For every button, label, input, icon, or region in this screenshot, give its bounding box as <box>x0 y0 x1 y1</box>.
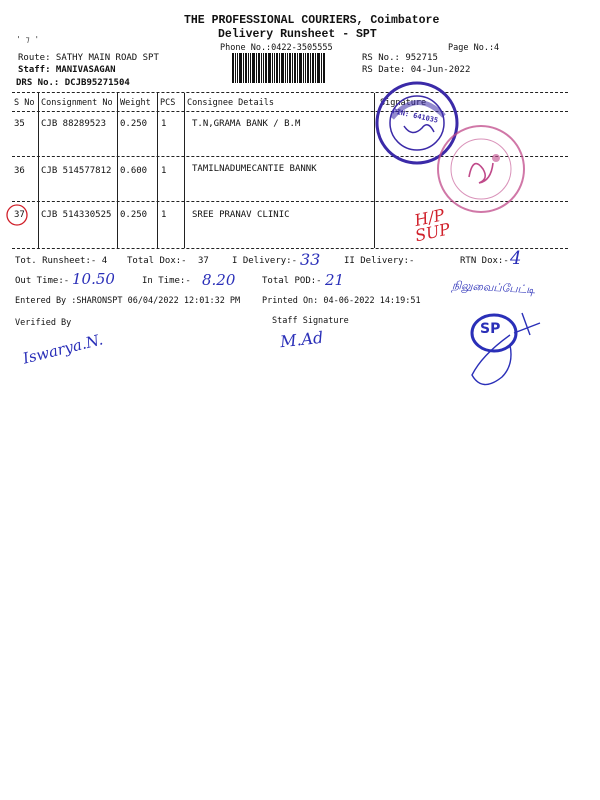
total-dox-label: Total Dox:- <box>127 256 187 266</box>
col-weight: Weight <box>120 98 151 108</box>
table-top-rule <box>12 92 568 93</box>
staff-name: Staff: MANIVASAGAN <box>18 65 116 75</box>
out-time-label: Out Time:- <box>15 276 70 286</box>
rs-number: RS No.: 952715 <box>362 53 438 63</box>
printed-on: Printed On: 04-06-2022 14:19:51 <box>262 296 421 306</box>
sp-stamp <box>452 305 562 395</box>
row-weight: 0.600 <box>120 166 148 176</box>
sp-stamp-text: SP <box>480 321 501 337</box>
row-weight: 0.250 <box>120 210 148 220</box>
row-consignment: CJB 514577812 <box>41 166 112 176</box>
tamil-note: நிலுவைப்பேட்டி <box>451 278 536 297</box>
staff-signature: M.Ad <box>279 327 325 352</box>
route: Route: SATHY MAIN ROAD SPT <box>18 53 159 63</box>
total-dox-value: 37 <box>198 256 209 266</box>
doc-title: Delivery Runsheet - SPT <box>218 28 377 41</box>
out-time-hand: 10.50 <box>72 270 115 288</box>
in-time-hand: 8.20 <box>202 271 236 289</box>
i-delivery-hand: 33 <box>300 250 321 269</box>
barcode <box>232 53 336 83</box>
row-sno: 35 <box>14 119 25 129</box>
col-consignment: Consignment No <box>41 98 113 108</box>
row-sno: 36 <box>14 166 25 176</box>
col-signature: Signature <box>380 98 427 108</box>
rtn-dox-hand: 4 <box>510 248 522 269</box>
col-pcs: PCS <box>160 98 176 108</box>
verified-by-label: Verified By <box>15 318 72 328</box>
row-consignee: SREE PRANAV CLINIC <box>192 210 290 220</box>
phone-number: Phone No.:0422-3505555 <box>220 43 333 53</box>
in-time-label: In Time:- <box>142 276 191 286</box>
row-pcs: 1 <box>161 166 167 176</box>
verifier-signature: Iswarya.N. <box>21 330 105 368</box>
scan-mark: ' ⁊ ' <box>16 35 40 44</box>
ii-delivery-label: II Delivery:- <box>344 256 415 266</box>
row-consignee: TAMILNADUMECANTIE BANNK <box>192 164 317 174</box>
hlp-sup-note: H/P SUP <box>412 205 452 246</box>
row-consignment: CJB 514330525 <box>41 210 112 220</box>
col-sno: S No <box>14 98 35 108</box>
col-consignee: Consignee Details <box>187 98 274 108</box>
table-vline <box>184 93 185 248</box>
company-name: THE PROFESSIONAL COURIERS, Coimbatore <box>184 14 440 27</box>
row-consignee: T.N,GRAMA BANK / B.M <box>192 119 301 129</box>
row-pcs: 1 <box>161 119 167 129</box>
row-weight: 0.250 <box>120 119 148 129</box>
drs-number: DRS No.: DCJB95271504 <box>16 78 130 88</box>
page-number: Page No.:4 <box>448 43 500 53</box>
rs-date: RS Date: 04-Jun-2022 <box>362 65 471 75</box>
total-pod-hand: 21 <box>325 271 345 289</box>
i-delivery-label: I Delivery:- <box>232 256 298 266</box>
row-consignment: CJB 88289523 <box>41 119 107 129</box>
entered-by: Entered By :SHARONSPT 06/04/2022 12:01:32 PM <box>15 296 241 306</box>
table-vline <box>157 93 158 248</box>
bank-stamp-pin: PIN: 641035 <box>391 107 439 125</box>
table-vline <box>38 93 39 248</box>
row-sno: 37 <box>14 210 25 220</box>
table-bottom-rule <box>12 248 568 249</box>
table-vline <box>117 93 118 248</box>
staff-signature-label: Staff Signature <box>272 316 349 326</box>
tot-runsheet: Tot. Runsheet:- 4 <box>15 256 108 266</box>
table-header-rule <box>12 111 568 112</box>
rtn-dox-label: RTN Dox:- <box>460 256 509 266</box>
row-pcs: 1 <box>161 210 167 220</box>
red-circle-mark <box>6 204 28 226</box>
total-pod-label: Total POD:- <box>262 276 322 286</box>
seal-stamp <box>434 122 529 217</box>
